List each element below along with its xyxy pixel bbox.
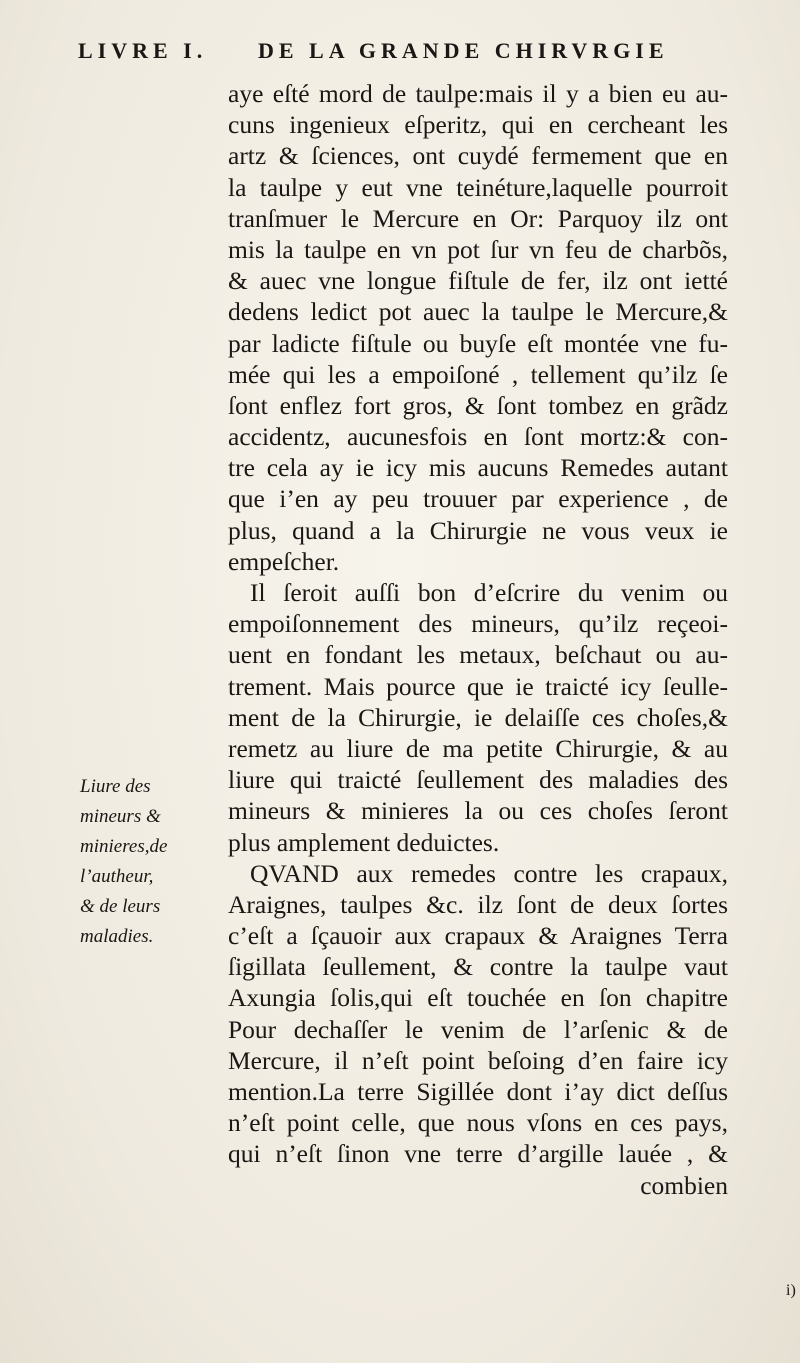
catchword: combien [640, 1170, 728, 1200]
text-line: qui n’eſt ſinon vne terre d’argille lauée , & [228, 1139, 728, 1169]
text-line: cuns ingenieux eſperitz, qui en cercheant les [228, 110, 728, 140]
main-text-block [228, 78, 728, 1201]
text-line: tre cela ay ie icy mis aucuns Remedes autant [228, 453, 728, 483]
text-line: Araignes, taulpes &c. ilz ſont de deux ſortes [228, 889, 728, 919]
text-line: empoiſonnement des mineurs, qu’ilz reçeoi- [228, 609, 728, 639]
text-line: ment de la Chirurgie, ie delaiſſe ces choſes,& [228, 702, 728, 732]
text-line: artz & ſciences, ont cuydé fermement que en [228, 141, 728, 171]
running-header [78, 38, 718, 68]
text-line: aye eſté mord de taulpe:mais il y a bien eu au- [228, 79, 728, 108]
text-line: tranſmuer le Mercure en Or: Parquoy ilz ont [228, 203, 728, 233]
text-line: que i’en ay peu trouuer par experience , de [228, 484, 728, 514]
text-line: empeſcher. [228, 546, 340, 576]
text-line: par ladicte fiſtule ou buyſe eſt montée vne fu- [228, 328, 728, 358]
margin-note [80, 772, 220, 952]
text-line: Pour dechaſſer le venim de l’arſenic & de [228, 1014, 728, 1044]
margin-note-line: l’autheur, [80, 866, 154, 887]
text-line: remetz au liure de ma petite Chirurgie, & au [228, 733, 728, 763]
text-line: mineurs & minieres la ou ces choſes ſeront [228, 796, 728, 826]
text-line: & auec vne longue fiſtule de fer, ilz ont ietté [228, 266, 728, 296]
header-book-number: LIVRE I. [78, 38, 208, 63]
text-line: Il ſeroit auſſi bon d’eſcrire du venim ou [250, 578, 728, 607]
text-line: Axungia ſolis,qui eſt touchée en ſon chapitre [228, 983, 728, 1013]
margin-note-line: maladies. [80, 926, 154, 947]
page-edge-mark: i) [786, 1282, 796, 1299]
margin-note-line: mineurs & [80, 806, 161, 827]
text-line: dedens ledict pot auec la taulpe le Mercure,& [228, 297, 728, 327]
text-line: n’eſt point celle, que nous vſons en ces pays, [228, 1108, 728, 1138]
text-line: mention.La terre Sigillée dont i’ay dict deſſus [228, 1077, 728, 1106]
margin-note-line: & de leurs [80, 896, 161, 917]
text-line: plus amplement deduictes. [228, 827, 500, 857]
text-line: Mercure, il n’eſt point beſoing d’en faire icy [228, 1045, 728, 1075]
text-line-quand: QVAND aux remedes contre les crapaux, [250, 858, 728, 888]
text-line: la taulpe y eut vne teinéture,laquelle pourroit [228, 172, 728, 202]
text-line: liure qui traicté ſeullement des maladies des [228, 765, 728, 795]
header-title: DE LA GRANDE CHIRVRGIE [258, 38, 669, 63]
margin-note-line: Liure des [80, 776, 151, 797]
text-line: ſigillata ſeullement, & contre la taulpe vaut [228, 952, 728, 982]
text-line: trement. Mais pource que ie traicté icy ſeulle- [228, 671, 728, 701]
text-line: plus, quand a la Chirurgie ne vous veux ie [228, 515, 728, 545]
text-line: uent en fondant les metaux, beſchaut ou au- [228, 640, 728, 670]
text-line: mis la taulpe en vn pot ſur vn feu de charbõs, [228, 234, 728, 264]
text-line: accidentz, aucunesfois en ſont mortz:& con- [228, 422, 728, 452]
text-line: c’eſt a ſçauoir aux crapaux & Araignes Terra [228, 921, 728, 951]
text-line: ſont enflez fort gros, & ſont tombez en grãdz [228, 390, 728, 420]
text-line: mée qui les a empoiſoné , tellement qu’ilz ſe [228, 359, 728, 389]
margin-note-line: minieres,de [80, 836, 168, 857]
